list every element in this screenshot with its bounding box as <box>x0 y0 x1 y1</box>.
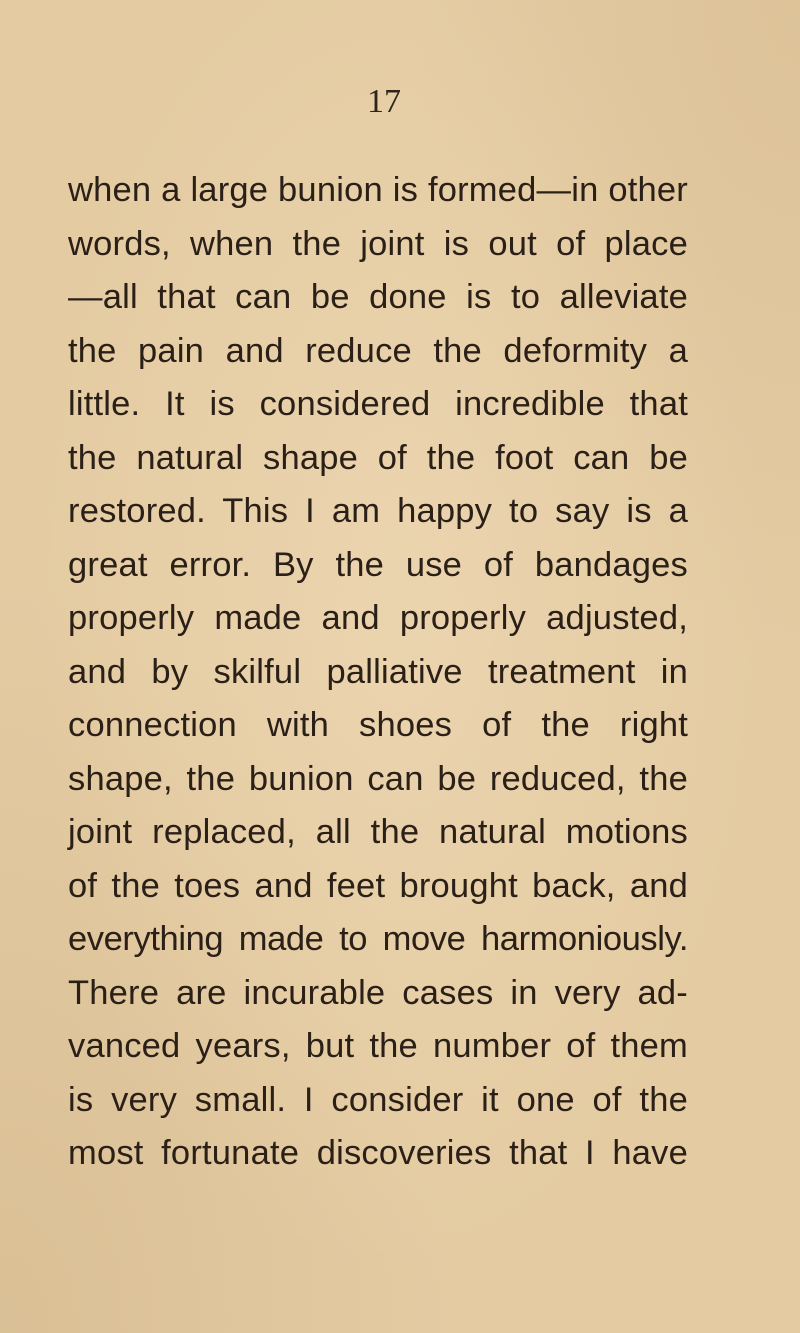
body-text <box>68 164 688 1181</box>
text-line: is very small. I consider it one of the <box>68 1080 688 1119</box>
text-line: great error. By the use of bandages <box>68 545 688 584</box>
text-line: vanced years, but the number of them <box>68 1027 688 1065</box>
text-line: most fortunate discoveries that I have <box>68 1134 688 1172</box>
text-line: and by skilful palliative treatment in <box>68 652 688 691</box>
text-line: little. It is considered incredible that <box>68 385 688 423</box>
text-line: the natural shape of the foot can be <box>68 438 688 477</box>
text-line: connection with shoes of the right <box>68 706 688 744</box>
text-line: joint replaced, all the natural motions <box>68 813 688 851</box>
text-line: There are incurable cases in very ad- <box>68 973 688 1012</box>
text-line: restored. This I am happy to say is a <box>68 492 688 530</box>
page-number: 17 <box>367 83 401 120</box>
text-line: the pain and reduce the deformity a <box>68 331 688 370</box>
text-line: shape, the bunion can be reduced, the <box>68 759 688 798</box>
text-line: when a large bunion is formed—in other <box>68 171 688 209</box>
text-line: everything made to move harmoniously. <box>68 920 688 958</box>
text-line: properly made and properly adjusted, <box>68 599 688 637</box>
text-line: words, when the joint is out of place <box>68 224 688 263</box>
text-line: —all that can be done is to alleviate <box>68 278 688 316</box>
text-line: of the toes and feet brought back, and <box>68 866 688 905</box>
